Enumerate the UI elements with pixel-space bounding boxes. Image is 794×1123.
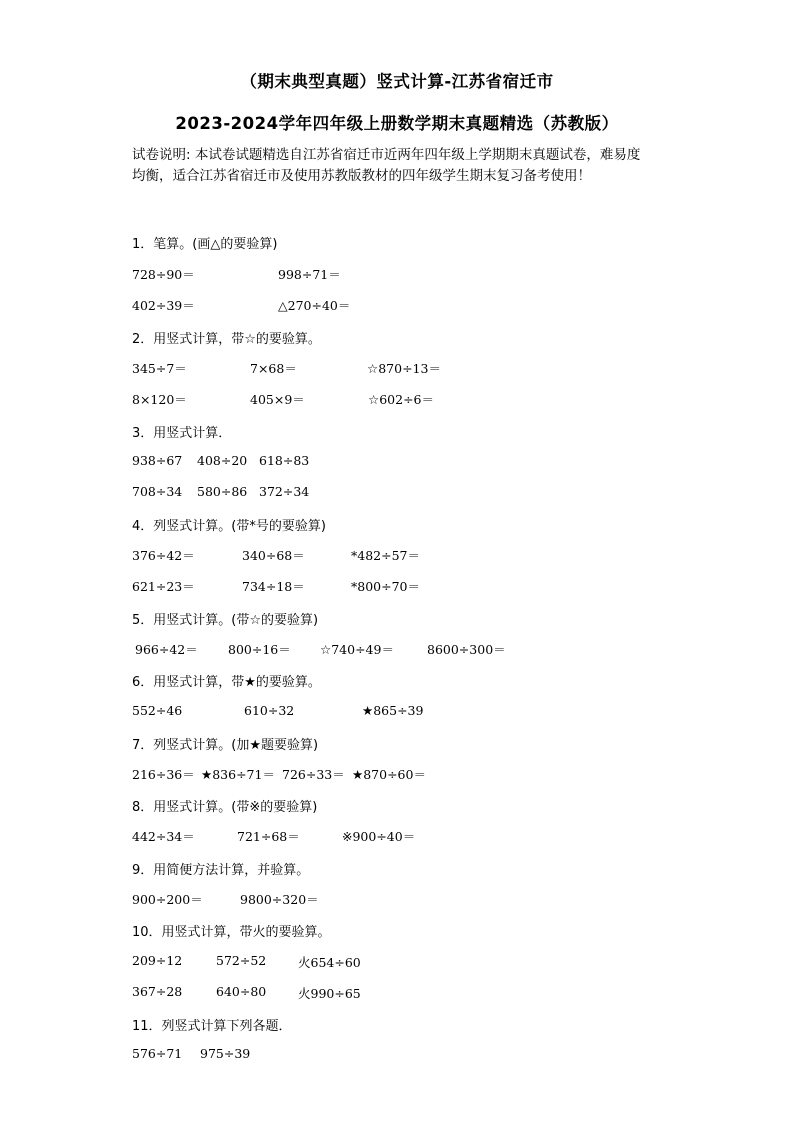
expression: 726÷33＝ bbox=[282, 767, 345, 782]
question-10-heading: 10．用竖式计算，带火的要验算。 bbox=[132, 925, 331, 940]
expression: 966÷42＝ bbox=[135, 642, 198, 657]
question-8-heading: 8．用竖式计算。(带※的要验算) bbox=[132, 800, 318, 815]
page-title-line-2: 2023-2024学年四年级上册数学期末真题精选（苏教版） bbox=[175, 114, 619, 133]
question-9-heading: 9．用简便方法计算，并验算。 bbox=[132, 863, 310, 878]
expression: 728÷90＝ bbox=[132, 267, 195, 282]
expression: ※900÷40＝ bbox=[342, 829, 416, 844]
expression: *482÷57＝ bbox=[351, 548, 420, 563]
question-6-heading: 6．用竖式计算，带★的要验算。 bbox=[132, 675, 321, 690]
expression: ☆870÷13＝ bbox=[367, 361, 441, 376]
expression: 402÷39＝ bbox=[132, 298, 195, 313]
page-title-line-1: （期末典型真题）竖式计算-江苏省宿迁市 bbox=[240, 72, 554, 91]
question-5-heading: 5．用竖式计算。(带☆的要验算) bbox=[132, 613, 319, 628]
expression: ☆602÷6＝ bbox=[368, 392, 434, 407]
expression: 621÷23＝ bbox=[132, 579, 195, 594]
expression: 火654÷60 bbox=[298, 955, 361, 970]
exam-description-line-1: 试卷说明: 本试卷试题精选自江苏省宿迁市近两年四年级上学期期末真题试卷，难易度 bbox=[132, 147, 641, 163]
expression: 734÷18＝ bbox=[242, 579, 305, 594]
expression: 8×120＝ bbox=[132, 392, 187, 407]
expression: 975÷39 bbox=[200, 1046, 251, 1061]
expression: 708÷34 bbox=[132, 484, 183, 499]
expression: 580÷86 bbox=[197, 484, 248, 499]
expression: 216÷36＝ bbox=[132, 767, 195, 782]
expression: 7×68＝ bbox=[250, 361, 297, 376]
question-2-heading: 2．用竖式计算，带☆的要验算。 bbox=[132, 332, 321, 347]
expression: 552÷46 bbox=[132, 703, 183, 718]
expression: 火990÷65 bbox=[298, 986, 361, 1001]
expression: 442÷34＝ bbox=[132, 829, 195, 844]
expression: 405×9＝ bbox=[250, 392, 305, 407]
expression: ★865÷39 bbox=[362, 703, 424, 718]
expression: 800÷16＝ bbox=[228, 642, 291, 657]
expression: 340÷68＝ bbox=[242, 548, 305, 563]
expression: 345÷7＝ bbox=[132, 361, 187, 376]
expression: 9800÷320＝ bbox=[240, 892, 319, 907]
expression: 572÷52 bbox=[216, 953, 267, 968]
expression: 376÷42＝ bbox=[132, 548, 195, 563]
expression: 640÷80 bbox=[216, 984, 267, 999]
expression: ☆740÷49＝ bbox=[320, 642, 394, 657]
expression: 610÷32 bbox=[244, 703, 295, 718]
expression: 938÷67 bbox=[132, 453, 183, 468]
question-11-heading: 11．列竖式计算下列各题． bbox=[132, 1019, 292, 1034]
expression: 576÷71 bbox=[132, 1046, 183, 1061]
expression: ★836÷71＝ bbox=[201, 767, 275, 782]
question-1-heading: 1．笔算。(画△的要验算) bbox=[132, 237, 278, 252]
expression: *800÷70＝ bbox=[351, 579, 420, 594]
question-3-heading: 3．用竖式计算． bbox=[132, 426, 232, 441]
expression: 721÷68＝ bbox=[237, 829, 300, 844]
expression: △270÷40＝ bbox=[278, 298, 351, 313]
question-7-heading: 7．列竖式计算。(加★题要验算) bbox=[132, 738, 319, 753]
expression: 372÷34 bbox=[259, 484, 310, 499]
expression: ★870÷60＝ bbox=[352, 767, 426, 782]
expression: 209÷12 bbox=[132, 953, 183, 968]
expression: 900÷200＝ bbox=[132, 892, 203, 907]
exam-description-line-2: 均衡，适合江苏省宿迁市及使用苏教版教材的四年级学生期末复习备考使用！ bbox=[132, 168, 591, 184]
expression: 367÷28 bbox=[132, 984, 183, 999]
question-4-heading: 4．列竖式计算。(带*号的要验算) bbox=[132, 519, 326, 534]
expression: 618÷83 bbox=[259, 453, 310, 468]
expression: 8600÷300＝ bbox=[427, 642, 506, 657]
expression: 998÷71＝ bbox=[278, 267, 341, 282]
expression: 408÷20 bbox=[197, 453, 248, 468]
